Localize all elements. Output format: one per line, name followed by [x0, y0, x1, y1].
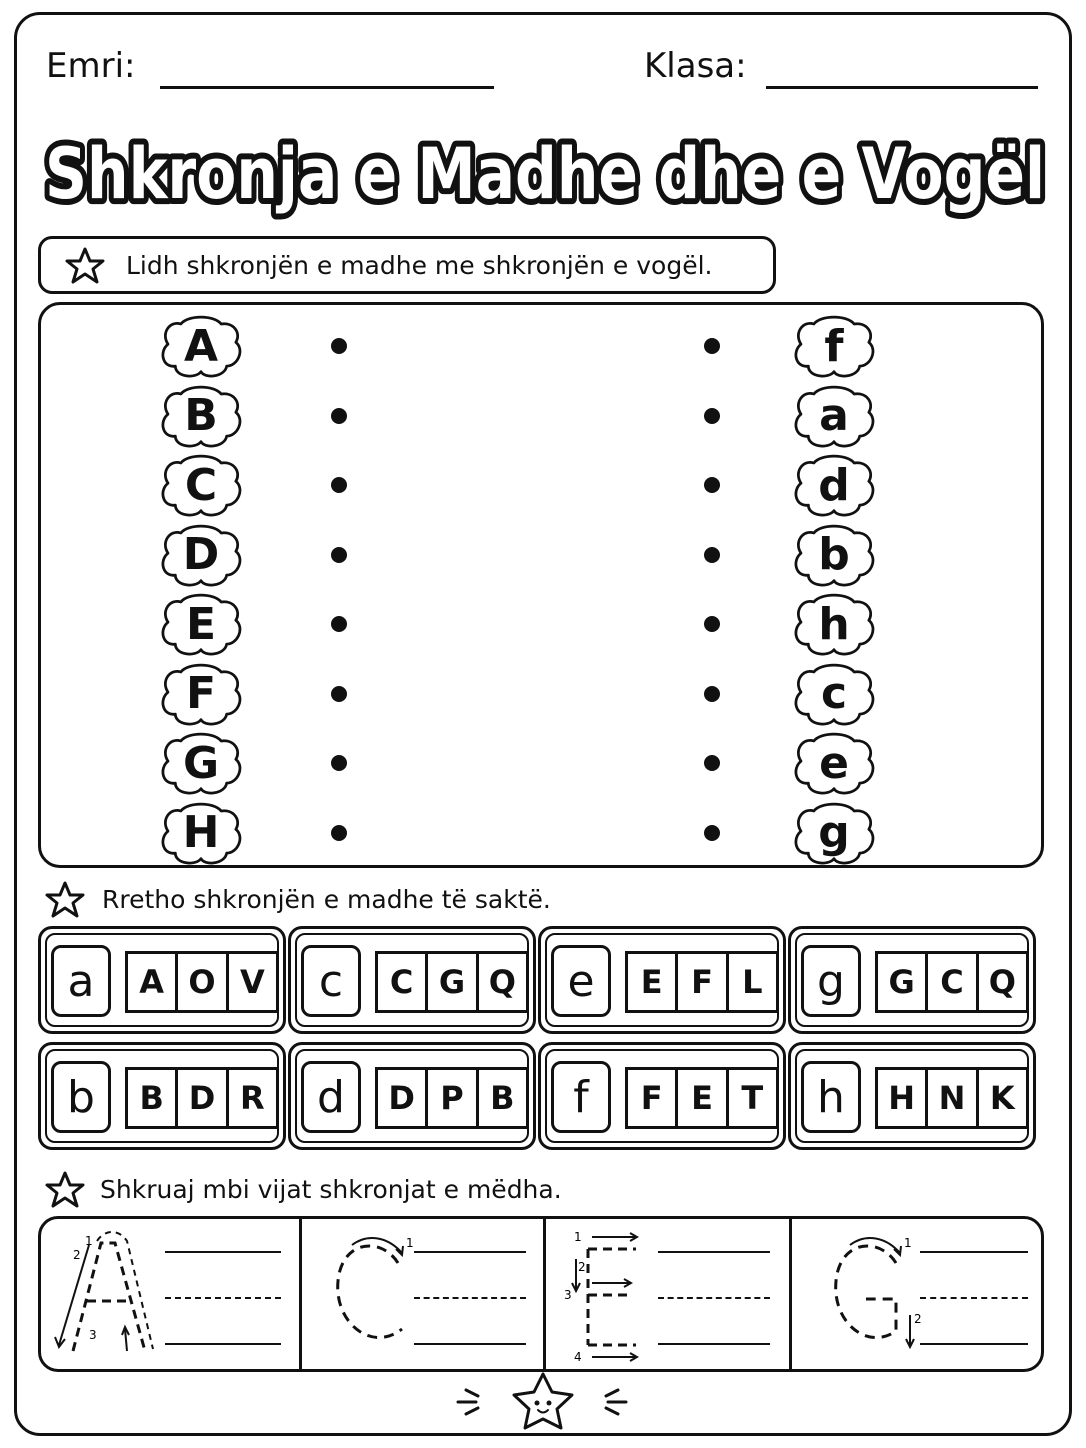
circle-card	[788, 1042, 1036, 1150]
trace-guide-top	[920, 1251, 1028, 1253]
lowercase-letter-box: h	[801, 1061, 861, 1133]
circle-card	[288, 926, 536, 1034]
trace-guide-bottom	[414, 1343, 526, 1345]
trace-guide-top	[165, 1251, 281, 1253]
right-connect-dot[interactable]	[704, 755, 720, 771]
lowercase-letter-box: e	[551, 945, 611, 1017]
uppercase-cloud	[157, 522, 245, 588]
uppercase-option[interactable]: C	[378, 954, 428, 1010]
name-label: Emri:	[46, 46, 136, 86]
uppercase-cloud	[157, 591, 245, 657]
right-connect-dot[interactable]	[704, 338, 720, 354]
lowercase-cloud	[790, 591, 878, 657]
left-connect-dot[interactable]	[331, 477, 347, 493]
lowercase-cloud-text: e	[819, 737, 849, 789]
right-connect-dot[interactable]	[704, 408, 720, 424]
right-connect-dot[interactable]	[704, 616, 720, 632]
uppercase-options	[125, 951, 279, 1013]
star-outline-icon	[44, 1170, 86, 1210]
instruction-match-text: Lidh shkronjën e madhe me shkronjën e vogël.	[126, 251, 713, 280]
stroke-order-number: 3	[564, 1288, 572, 1302]
class-label: Klasa:	[644, 46, 747, 86]
lowercase-cloud	[790, 522, 878, 588]
uppercase-option[interactable]: C	[928, 954, 978, 1010]
left-connect-dot[interactable]	[331, 408, 347, 424]
uppercase-options	[375, 1067, 529, 1129]
uppercase-options	[375, 951, 529, 1013]
uppercase-option[interactable]: Q	[988, 963, 1016, 1001]
uppercase-cloud	[157, 313, 245, 379]
uppercase-option[interactable]: F	[628, 1070, 678, 1126]
uppercase-cloud-text: G	[182, 737, 220, 789]
circle-card	[38, 1042, 286, 1150]
left-connect-dot[interactable]	[331, 825, 347, 841]
lowercase-cloud-text: b	[818, 529, 850, 580]
trace-guide-mid	[658, 1297, 770, 1299]
trace-guide-top	[414, 1251, 526, 1253]
uppercase-cloud	[157, 383, 245, 449]
uppercase-cloud	[157, 730, 245, 796]
lowercase-cloud-text: a	[819, 390, 849, 441]
right-connect-dot[interactable]	[704, 686, 720, 702]
lowercase-cloud	[790, 800, 878, 866]
circle-card	[538, 1042, 786, 1150]
stroke-order-number: 1	[406, 1236, 414, 1250]
uppercase-option[interactable]: N	[928, 1070, 978, 1126]
smiling-star-icon	[448, 1368, 638, 1432]
lowercase-letter-box: f	[551, 1061, 611, 1133]
stroke-order-number: 3	[89, 1328, 97, 1342]
circle-card	[38, 926, 286, 1034]
uppercase-cloud	[157, 661, 245, 727]
uppercase-option[interactable]: E	[628, 954, 678, 1010]
trace-guide-mid	[414, 1297, 526, 1299]
trace-guide-mid	[165, 1297, 281, 1299]
trace-cell-e[interactable]	[546, 1219, 789, 1369]
uppercase-options	[875, 951, 1029, 1013]
lowercase-cloud	[790, 661, 878, 727]
uppercase-cloud-text: B	[184, 390, 218, 441]
uppercase-option[interactable]: G	[428, 954, 478, 1010]
trace-guide-top	[658, 1251, 770, 1253]
star-outline-icon	[64, 246, 106, 286]
uppercase-cloud	[157, 800, 245, 866]
lowercase-cloud	[790, 313, 878, 379]
uppercase-option[interactable]: T	[741, 1079, 764, 1117]
lowercase-letter-box: c	[301, 945, 361, 1017]
uppercase-option[interactable]: A	[128, 954, 178, 1010]
left-connect-dot[interactable]	[331, 338, 347, 354]
trace-cell-a[interactable]	[41, 1219, 299, 1369]
uppercase-option[interactable]: P	[428, 1070, 478, 1126]
uppercase-cloud-text: E	[185, 598, 217, 650]
trace-guide-bottom	[658, 1343, 770, 1345]
uppercase-option[interactable]: F	[678, 954, 728, 1010]
uppercase-option[interactable]: B	[128, 1070, 178, 1126]
uppercase-cloud-text: F	[185, 668, 217, 719]
lowercase-cloud-text: f	[824, 320, 844, 372]
instruction-circle-text: Rretho shkronjën e madhe të saktë.	[102, 885, 551, 914]
lowercase-letter-box: b	[51, 1061, 111, 1133]
trace-letter-e-dashed	[556, 1219, 666, 1369]
uppercase-cloud-text: D	[182, 529, 220, 580]
uppercase-option[interactable]: V	[239, 963, 265, 1001]
uppercase-option[interactable]: G	[878, 954, 928, 1010]
uppercase-cloud-text: H	[182, 807, 220, 858]
trace-cell-g[interactable]	[792, 1219, 1044, 1369]
name-write-line[interactable]	[160, 86, 494, 89]
uppercase-option[interactable]: Q	[488, 963, 516, 1001]
page-title	[30, 112, 1060, 222]
stroke-order-number: 1	[85, 1234, 93, 1248]
stroke-order-number: 2	[73, 1248, 81, 1262]
left-connect-dot[interactable]	[331, 755, 347, 771]
circle-card	[788, 926, 1036, 1034]
trace-letter-a-dashed	[45, 1219, 165, 1369]
trace-letter-c-dashed	[312, 1219, 422, 1369]
lowercase-cloud-text: g	[818, 807, 850, 858]
lowercase-letter-box: d	[301, 1061, 361, 1133]
circle-card	[538, 926, 786, 1034]
uppercase-option[interactable]: D	[178, 1070, 228, 1126]
stroke-order-number: 1	[574, 1230, 582, 1244]
uppercase-option[interactable]: K	[989, 1079, 1015, 1117]
left-connect-dot[interactable]	[331, 686, 347, 702]
stroke-order-number: 2	[914, 1312, 922, 1326]
star-outline-icon	[44, 880, 86, 920]
lowercase-cloud	[790, 452, 878, 518]
uppercase-options	[625, 1067, 779, 1129]
circle-card	[288, 1042, 536, 1150]
uppercase-option[interactable]: H	[878, 1070, 928, 1126]
uppercase-option[interactable]: R	[240, 1079, 265, 1117]
uppercase-cloud-text: A	[183, 320, 219, 372]
trace-guide-bottom	[920, 1343, 1028, 1345]
stroke-order-number: 2	[578, 1260, 586, 1274]
uppercase-options	[875, 1067, 1029, 1129]
trace-letter-g-dashed	[806, 1219, 926, 1369]
trace-guide-mid	[920, 1297, 1028, 1299]
lowercase-cloud	[790, 730, 878, 796]
right-connect-dot[interactable]	[704, 547, 720, 563]
left-connect-dot[interactable]	[331, 547, 347, 563]
tracing-panel	[38, 1216, 1044, 1372]
trace-guide-bottom	[165, 1343, 281, 1345]
lowercase-cloud-text: d	[818, 459, 850, 511]
instruction-trace-text: Shkruaj mbi vijat shkronjat e mëdha.	[100, 1175, 562, 1204]
stroke-order-number: 1	[904, 1236, 912, 1250]
stroke-order-number: 4	[574, 1350, 582, 1364]
uppercase-cloud	[157, 452, 245, 518]
lowercase-cloud-text: h	[818, 598, 850, 650]
trace-cell-c[interactable]	[302, 1219, 543, 1369]
left-connect-dot[interactable]	[331, 616, 347, 632]
uppercase-options	[625, 951, 779, 1013]
uppercase-option[interactable]: O	[178, 954, 228, 1010]
class-write-line[interactable]	[766, 86, 1038, 89]
uppercase-option[interactable]: L	[742, 963, 763, 1001]
lowercase-letter-box: g	[801, 945, 861, 1017]
page-title-text: Shkronja e Madhe dhe e Vogël	[45, 133, 1045, 215]
lowercase-letter-box: a	[51, 945, 111, 1017]
uppercase-option[interactable]: E	[678, 1070, 728, 1126]
uppercase-cloud-text: C	[184, 459, 218, 511]
right-connect-dot[interactable]	[704, 825, 720, 841]
lowercase-cloud-text: c	[820, 668, 848, 719]
uppercase-option[interactable]: D	[378, 1070, 428, 1126]
right-connect-dot[interactable]	[704, 477, 720, 493]
uppercase-options	[125, 1067, 279, 1129]
lowercase-cloud	[790, 383, 878, 449]
uppercase-option[interactable]: B	[490, 1079, 515, 1117]
